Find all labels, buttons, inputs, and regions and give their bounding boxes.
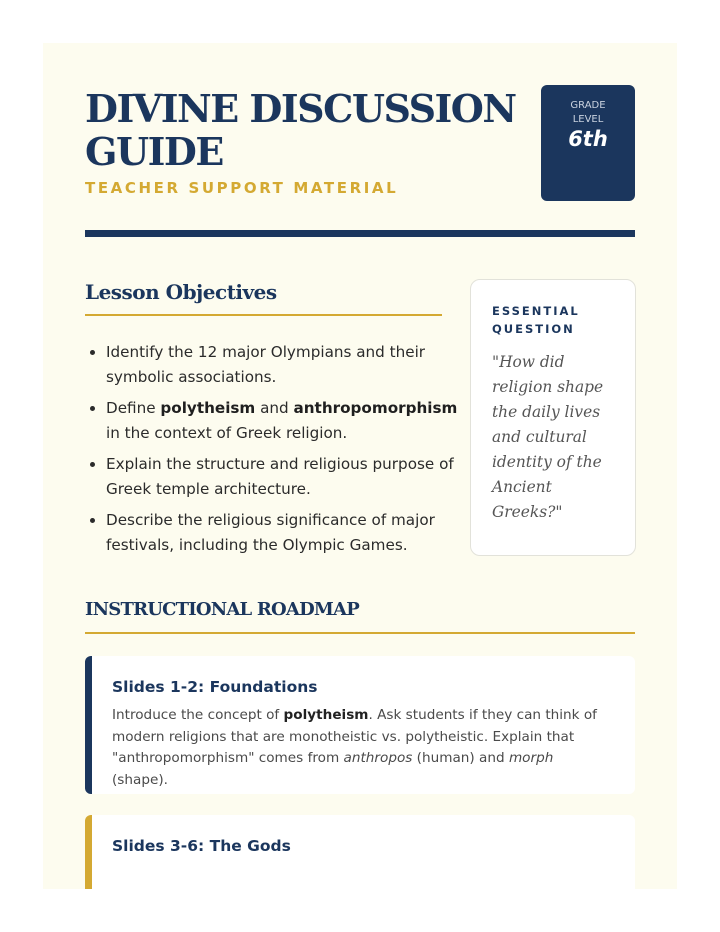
- roadmap-card-gods: [85, 815, 635, 889]
- essential-question-text: "How did religion shape the daily lives and cultural identity of the Ancient Greeks?": [492, 353, 604, 521]
- roadmap-underline: [85, 632, 635, 634]
- grade-level-value: 6th: [568, 127, 608, 151]
- grade-level-label: GRADE LEVEL: [570, 100, 606, 125]
- roadmap-card-title: Slides 3-6: The Gods: [112, 837, 291, 855]
- roadmap-heading: INSTRUCTIONAL ROADMAP: [85, 599, 359, 620]
- term-polytheism: polytheism: [160, 399, 256, 417]
- essential-question-card: [470, 279, 636, 556]
- guide-page: [43, 43, 677, 889]
- objective-item: • Describe the religious significance of major festivals, including the Olympic Games.: [106, 508, 466, 558]
- essential-question-label: ESSENTIAL QUESTION: [492, 304, 580, 336]
- roadmap-card-body: Introduce the concept of polytheism. Ask students if they can think of modern religions that are monotheistic vs. polytheistic. Explain that "anthropomorphism" comes from anthropos (human) and morph (shape).: [112, 707, 597, 788]
- objective-item: • Identify the 12 major Olympians and their symbolic associations.: [106, 340, 466, 390]
- lesson-objectives-heading: Lesson Objectives: [85, 280, 277, 304]
- lesson-objectives-list: [85, 340, 466, 564]
- roadmap-card-title: Slides 1-2: Foundations: [112, 678, 318, 696]
- objective-item: • Explain the structure and religious purpose of Greek temple architecture.: [106, 452, 466, 502]
- grade-level-badge: [541, 85, 635, 201]
- page-subtitle: TEACHER SUPPORT MATERIAL: [85, 179, 399, 197]
- term-anthropomorphism: anthropomorphism: [293, 399, 458, 417]
- objective-item: • Define polytheism and anthropomorphism in the context of Greek religion.: [106, 396, 466, 446]
- header-divider: [85, 230, 635, 237]
- page-title: DIVINE DISCUSSION GUIDE: [85, 86, 516, 174]
- lesson-objectives-underline: [85, 314, 442, 316]
- roadmap-card-foundations: [85, 656, 635, 794]
